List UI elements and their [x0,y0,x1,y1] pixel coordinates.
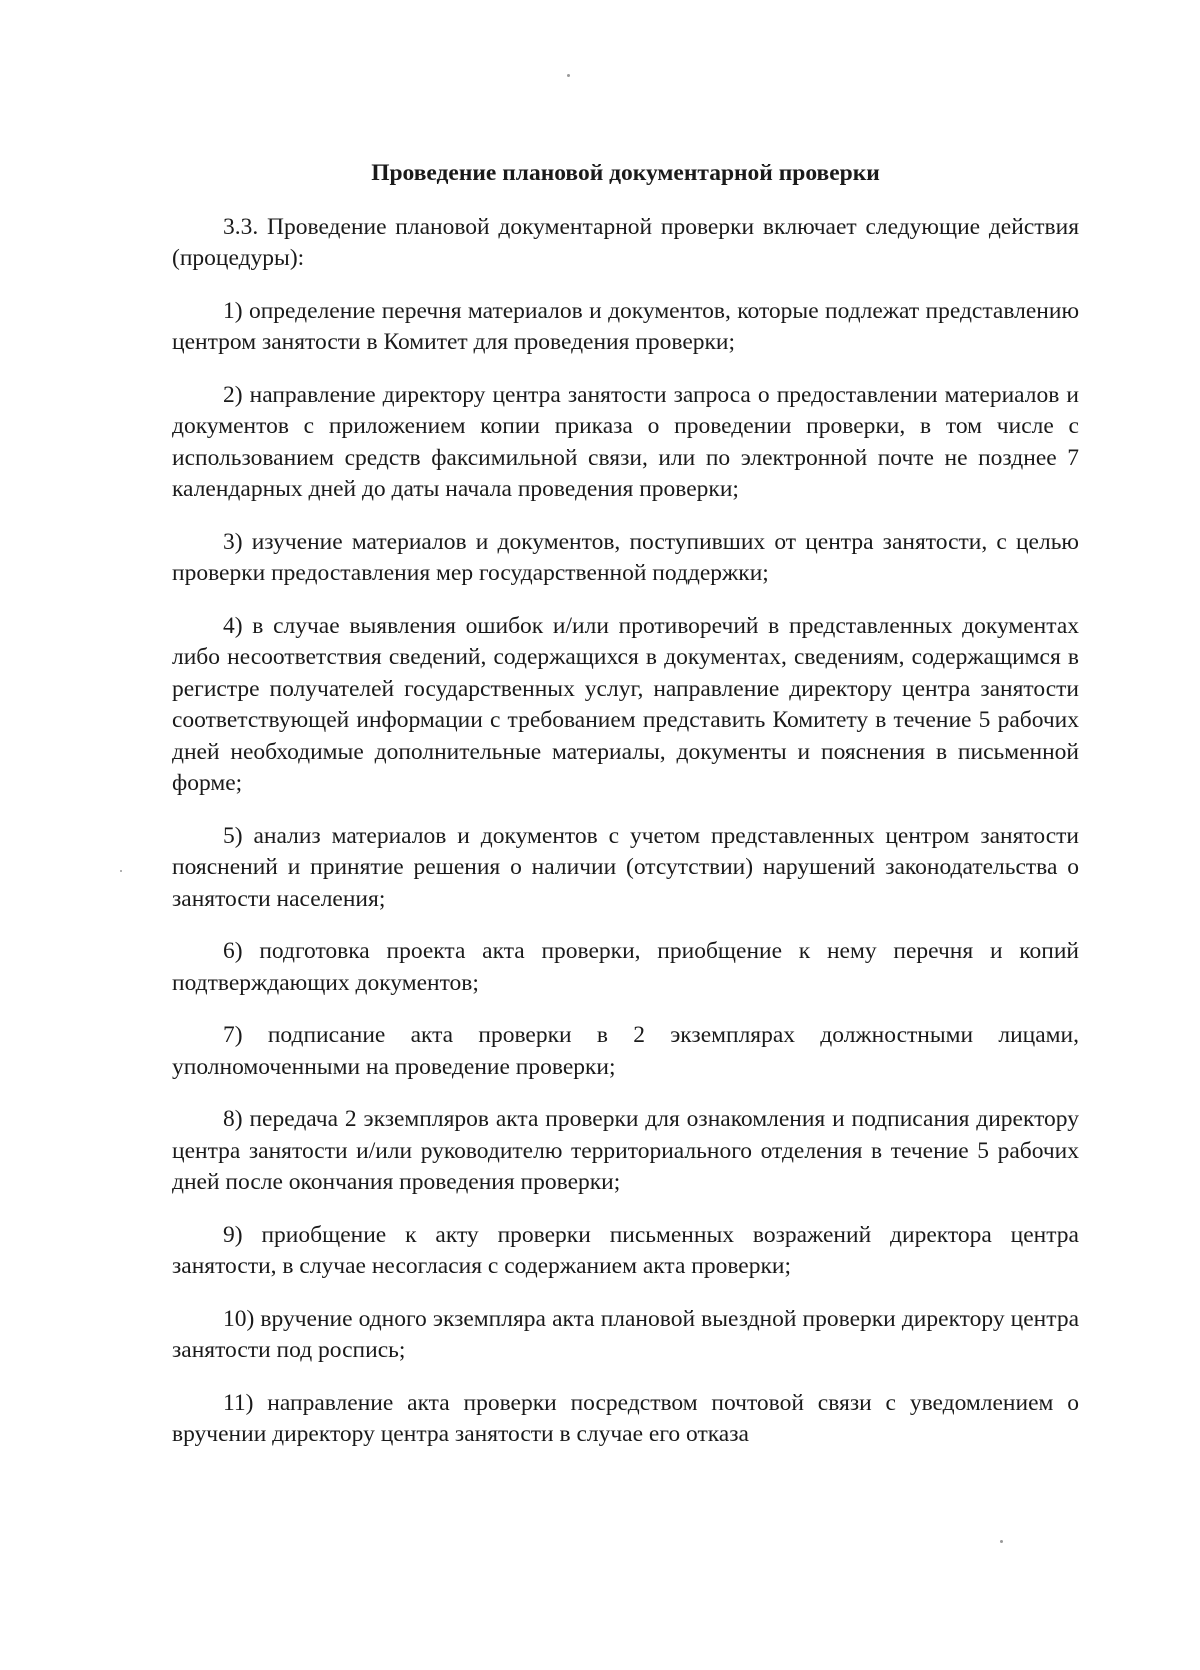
list-item-7: 7) подписание акта проверки в 2 экземплярах должностными лицами, уполномоченными на проведение проверки; [172,1022,1079,1080]
list-item-4: 4) в случае выявления ошибок и/или противоречий в представленных документах либо несоответствия сведений, содержащихся в документах, сведениям, содержащимся в регистре получателей государственных услуг, направление директору центра занятости соответствующей информации с требованием представить Комитету в течение 5 рабочих дней необходимые дополнительные материалы, документы и пояснения в письменной форме; [172,612,1079,796]
scan-speck [567,74,570,77]
scan-speck [120,870,122,872]
list-item-8: 8) передача 2 экземпляров акта проверки для ознакомления и подписания директору центра занятости и/или руководителю территориального отделения в течение 5 рабочих дней после окончания проведения проверки; [172,1106,1079,1195]
list-item-6: 6) подготовка проекта акта проверки, приобщение к нему перечня и копий подтверждающих документов; [172,938,1079,996]
scan-speck [1000,1540,1003,1543]
list-item-2: 2) направление директору центра занятости запроса о предоставлении материалов и документов с приложением копии приказа о проведении проверки, в том числе с использованием средств факсимильной связи, или по электронной почте не позднее 7 календарных дней до даты начала проведения проверки; [172,381,1079,502]
list-item-11: 11) направление акта проверки посредством почтовой связи с уведомлением о вручении директору центра занятости в случае его отказа [172,1389,1079,1447]
paragraph-3-3: 3.3. Проведение плановой документарной проверки включает следующие действия (процедуры): [172,213,1079,271]
section-title: Проведение плановой документарной проверки [371,160,880,186]
list-item-1: 1) определение перечня материалов и документов, которые подлежат представлению центром занятости в Комитет для проведения проверки; [172,297,1079,355]
list-item-5: 5) анализ материалов и документов с учетом представленных центром занятости пояснений и принятие решения о наличии (отсутствии) нарушений законодательства о занятости населения; [172,822,1079,912]
list-item-10: 10) вручение одного экземпляра акта плановой выездной проверки директору центра занятости под роспись; [172,1305,1079,1363]
document-body [172,158,1079,1451]
list-item-9: 9) приобщение к акту проверки письменных возражений директора центра занятости, в случае несогласия с содержанием акта проверки; [172,1221,1079,1279]
list-item-3: 3) изучение материалов и документов, поступивших от центра занятости, с целью проверки предоставления мер государственной поддержки; [172,528,1079,586]
